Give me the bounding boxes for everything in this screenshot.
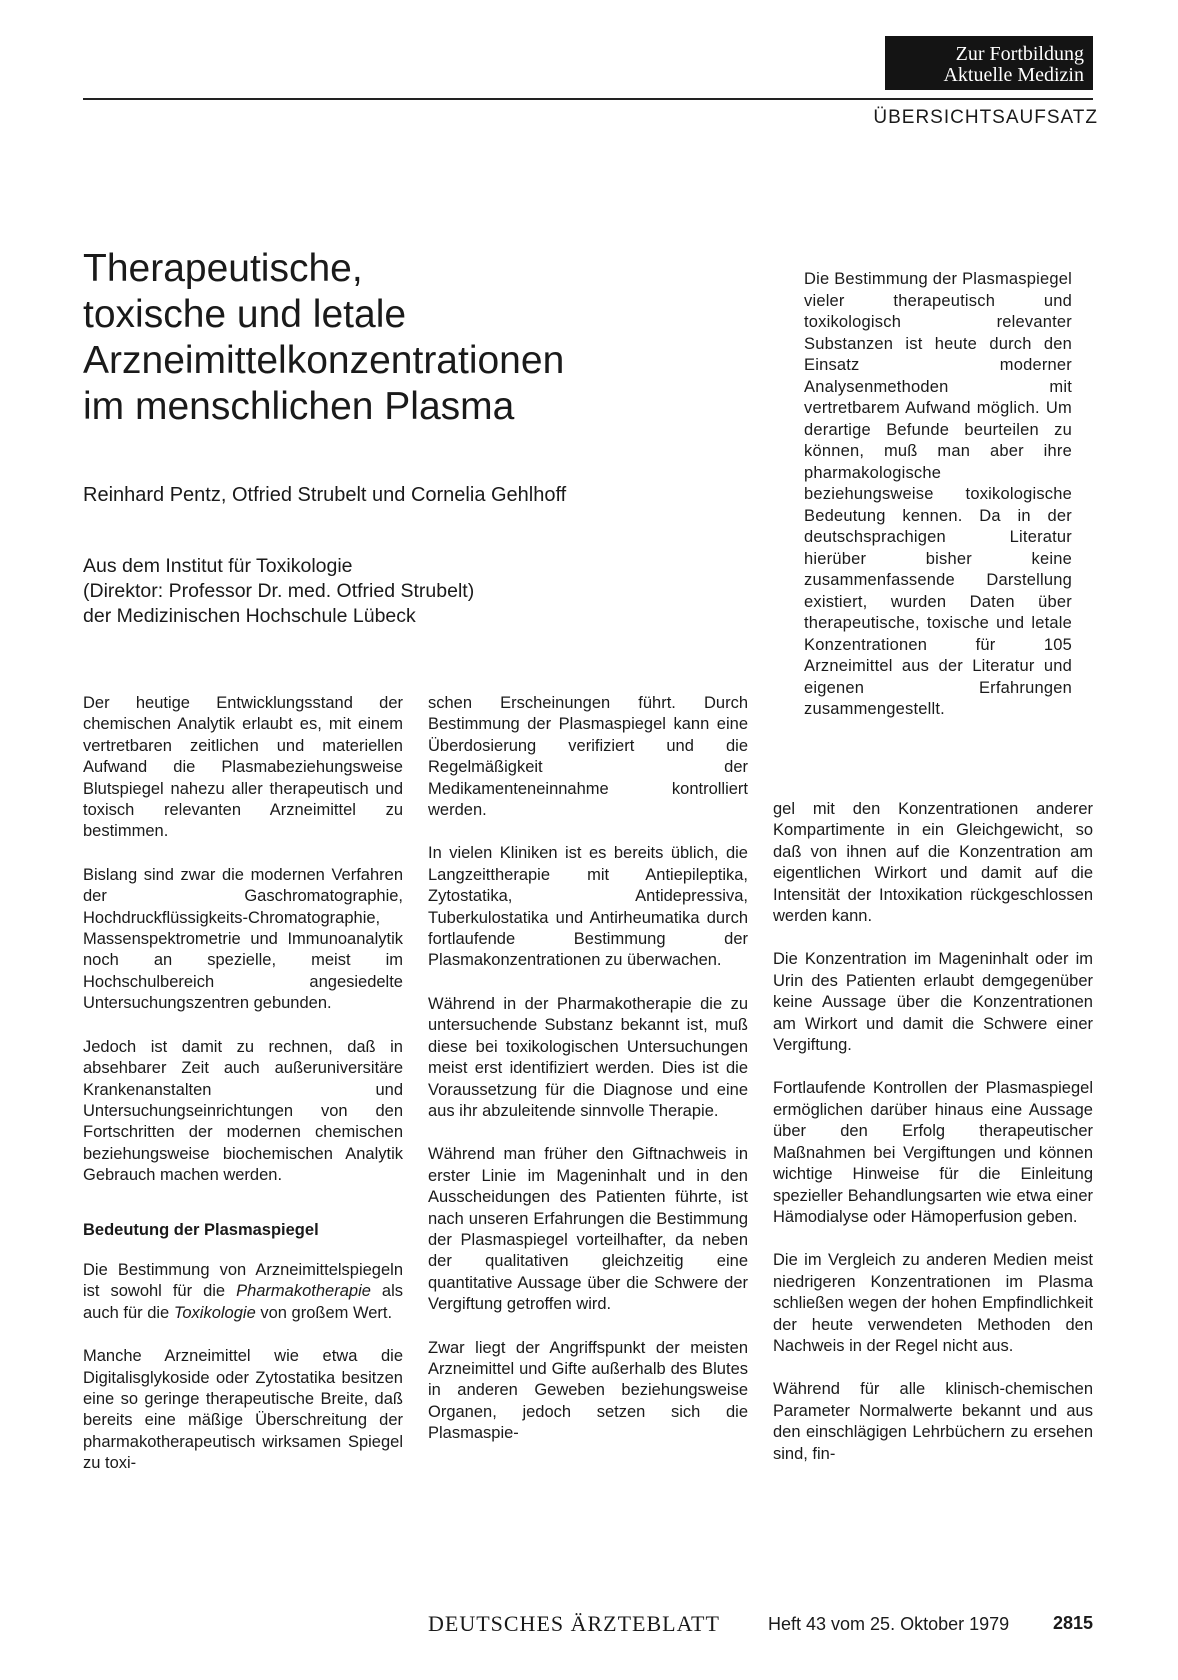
affiliation-line-1: Aus dem Institut für Toxikologie (83, 555, 353, 577)
body-column-1 (83, 693, 403, 1497)
journal-name: DEUTSCHES ÄRZTEBLATT (428, 1611, 720, 1636)
paragraph: Manche Arzneimittel wie etwa die Digitalisglykoside oder Zytostatika besitzen eine so geringe therapeutische Breite, daß bereits eine mäßige Überschreitung der pharmakotherapeutisch wirksamen Spiegel zu toxi- (83, 1347, 403, 1473)
badge-line-2: Aktuelle Medizin (943, 64, 1084, 86)
title-line-1: Therapeutische, (83, 247, 363, 290)
page-footer (428, 1611, 1093, 1637)
paragraph: Bislang sind zwar die modernen Verfahren der Gaschromatographie, Hochdruckflüssigkeits-Chromatographie, Massenspektrometrie und Immunoanalytik noch an spezielle, meist im Hochschulbereich angesiedelte Untersuchungszentren gebunden. (83, 865, 403, 1013)
text-run: Die Bestimmung von Arzneimittelspiegeln ist sowohl für die (83, 1260, 403, 1301)
paragraph: Während man früher den Giftnachweis in erster Linie im Mageninhalt und in den Ausscheidungen des Patienten führte, ist nach unseren Erfahrungen die Bestimmung der Plasmaspiegel vorteilhafter, da neben der qualitativen gleichzeitig eine quantitative Aussage über die Schwere der Vergiftung getroffen wird. (428, 1145, 748, 1314)
abstract: Die Bestimmung der Plasmaspiegel vieler therapeutisch und toxikologisch relevanter Substanzen ist heute durch den Einsatz moderner Analysenmethoden mit vertretbarem Aufwand möglich. Um derartige Befunde beurteilen zu können, muß man aber ihre pharmakologische beziehungsweise toxikologische Bedeutung kennen. Da in der deutschsprachigen Literatur hierüber bisher keine zusammenfassende Darstellung existiert, wurden Daten über therapeutische, toxische und letale Konzentrationen für 105 Arzneimittel aus der Literatur und eigenen Erfahrungen zusammengestellt. (804, 270, 1072, 718)
paragraph: In vielen Kliniken ist es bereits üblich, die Langzeittherapie mit Antiepileptika, Zytostatika, Antidepressiva, Tuberkulostatika und Antirheumatika durch fortlaufende Bestimmung der Plasmakonzentrationen zu überwachen. (428, 844, 748, 970)
paragraph: Die Konzentration im Mageninhalt oder im Urin des Patienten erlaubt demgegenüber keine Aussage über die Konzentrationen am Wirkort und damit die Schwere einer Vergiftung. (773, 950, 1093, 1055)
title-line-4: im menschlichen Plasma (83, 385, 515, 428)
text-run: als auch für die (83, 1282, 403, 1322)
paragraph: Fortlaufende Kontrollen der Plasmaspiegel ermöglichen darüber hinaus eine Aussage über den Erfolg therapeutischer Maßnahmen bei Vergiftungen und können wichtige Hinweise für die Einleitung spezieller Behandlungsarten wie etwa einer Hämodialyse oder Hämoperfusion geben. (773, 1079, 1093, 1226)
badge-line-1: Zur Fortbildung (955, 43, 1084, 65)
title-line-3: Arzneimittelkonzentrationen (83, 339, 565, 382)
body-column-3 (773, 799, 1093, 1487)
paragraph: Der heutige Entwicklungsstand der chemischen Analytik erlaubt es, mit einem vertretbaren zeitlichen und materiellen Aufwand die Plasmabeziehungsweise Blutspiegel nahezu aller therapeutisch und toxisch relevanten Arzneimittel zu bestimmen. (83, 694, 403, 841)
header-rule (83, 98, 1093, 100)
affiliation-line-2: (Direktor: Professor Dr. med. Otfried Strubelt) (83, 580, 475, 602)
category-badge (885, 36, 1093, 90)
paragraph: Zwar liegt der Angriffspunkt der meisten Arzneimittel und Gifte außerhalb des Blutes in anderen Geweben beziehungsweise Organen, jedoch setzen sich die Plasmaspie- (428, 1338, 748, 1443)
paragraph: schen Erscheinungen führt. Durch Bestimmung der Plasmaspiegel kann eine Überdosierung verifiziert und die Regelmäßigkeit der Medikamenteneinnahme kontrolliert werden. (428, 694, 748, 820)
emphasis: Toxikologie (173, 1303, 256, 1322)
article-title (83, 246, 723, 430)
issue-info: Heft 43 vom 25. Oktober 1979 (768, 1614, 1010, 1634)
paragraph: Während in der Pharmakotherapie die zu untersuchende Substanz bekannt ist, muß diese bei toxikologischen Untersuchungen meist erst identifiziert werden. Dies ist die Voraussetzung für die Diagnose und eine aus ihr abzuleitende sinnvolle Therapie. (428, 994, 748, 1120)
affiliation (83, 554, 474, 629)
paragraph: Die im Vergleich zu anderen Medien meist niedrigeren Konzentrationen im Plasma schließen wegen der hohen Empfindlichkeit der heute verwendeten Methoden den Nachweis in der Regel nicht aus. (773, 1251, 1093, 1355)
title-line-2: toxische und letale (83, 293, 407, 336)
section-label: ÜBERSICHTSAUFSATZ (873, 107, 1098, 128)
paragraph: Während für alle klinisch-chemischen Parameter Normalwerte bekannt und aus den einschlägigen Lehrbüchern zu ersehen sind, fin- (773, 1380, 1093, 1463)
paragraph (83, 1260, 403, 1324)
emphasis: Pharmakotherapie (236, 1282, 371, 1301)
paragraph: Jedoch ist damit zu rechnen, daß in absehbarer Zeit auch außeruniversitäre Krankenanstalten und Untersuchungseinrichtungen von den Fortschritten der modernen chemischen beziehungsweise biochemischen Analytik Gebrauch machen werden. (83, 1037, 403, 1185)
text-run: von großem Wert. (255, 1303, 393, 1322)
page-number: 2815 (1052, 1613, 1093, 1633)
paragraph: gel mit den Konzentrationen anderer Kompartimente in ein Gleichgewicht, so daß von ihnen auf die Konzentration am eigentlichen Wirkort und damit auf die Intensität der Intoxikation rückgeschlossen werden kann. (773, 800, 1093, 926)
section-heading: Bedeutung der Plasmaspiegel (83, 1220, 319, 1239)
body-column-2 (428, 693, 748, 1467)
affiliation-line-3: der Medizinischen Hochschule Lübeck (83, 605, 416, 627)
authors: Reinhard Pentz, Otfried Strubelt und Cornelia Gehlhoff (83, 484, 567, 506)
